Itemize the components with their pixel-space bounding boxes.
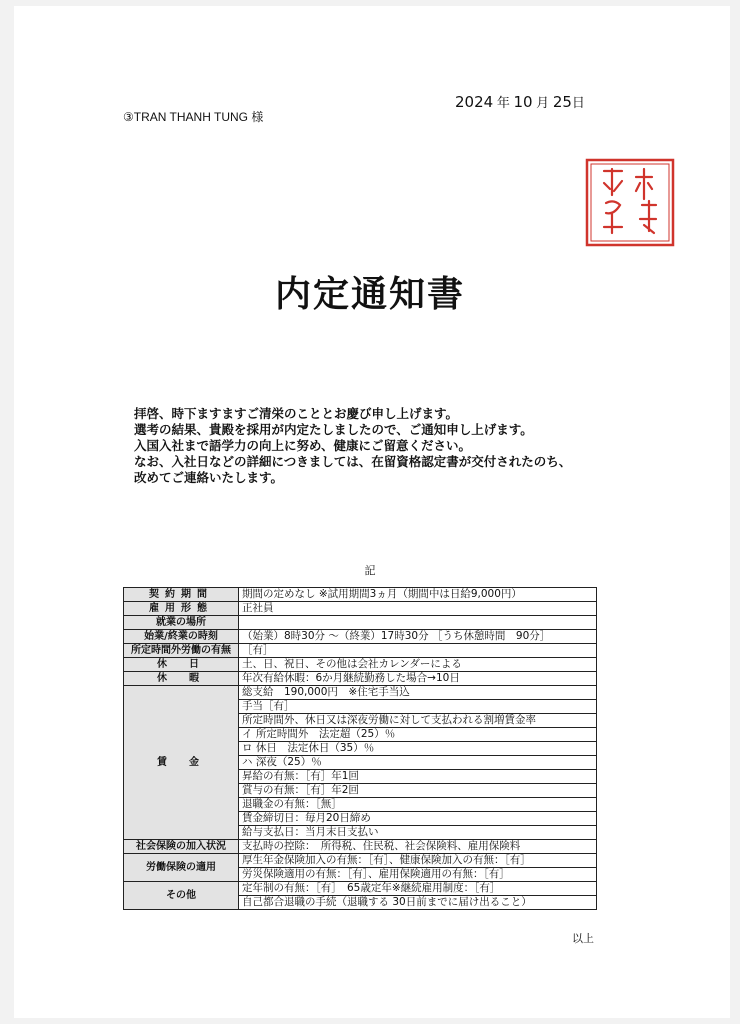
workplace-label: 就業の場所 [124, 616, 239, 630]
greeting-paragraph [134, 406, 571, 486]
labor-insurance-line: 労災保険適用の有無：［有］、雇用保険適用の有無：［有］ [239, 868, 597, 882]
greeting-line: 拝啓、時下ますますご清栄のこととお慶び申し上げます。 [134, 406, 459, 421]
company-seal-stamp [582, 155, 678, 250]
wage-line: 賞与の有無：［有］年2回 [239, 784, 597, 798]
overtime-label: 所定時間外労働の有無 [124, 644, 239, 658]
wages-label: 賃 金 [124, 686, 239, 840]
table-row [124, 840, 597, 854]
table-row [124, 616, 597, 630]
document-title: 内定通知書 [274, 274, 465, 315]
leave-value: 年次有給休暇：6か月継続勤務した場合→10日 [239, 672, 597, 686]
greeting-line: 入国入社まで語学力の向上に努め、健康にご留意ください。 [134, 438, 472, 453]
table-row [124, 854, 597, 868]
wage-line: ハ 深夜（25）％ [239, 756, 597, 770]
social-insurance-value: 支払時の控除： 所得税、住民税、社会保険料、雇用保険料 [239, 840, 597, 854]
addressee: ③TRAN THANH TUNG 様 [123, 110, 264, 124]
date-year-unit: 年 [496, 95, 510, 110]
table-row [124, 686, 597, 700]
table-row [124, 630, 597, 644]
wage-line: 所定時間外、休日又は深夜労働に対して支払われる割増賃金率 [239, 714, 597, 728]
other-label: その他 [124, 882, 239, 910]
ki-marker: 記 [364, 564, 376, 577]
table-row [124, 644, 597, 658]
other-line: 定年制の有無：［有］ 65歳定年※継続雇用制度：［有］ [239, 882, 597, 896]
wage-line: 賃金締切日：毎月20日締め [239, 812, 597, 826]
workplace-value [239, 616, 597, 630]
greeting-line: なお、入社日などの詳細につきましては、在留資格認定書が交付されたのち、 [134, 454, 572, 469]
contract-period-label: 契約期間 [124, 588, 239, 602]
wage-line: 給与支払日：当月末日支払い [239, 826, 597, 840]
date-year: 2024 [455, 93, 494, 111]
wage-line: ロ 休日 法定休日（35）％ [239, 742, 597, 756]
wage-line: 手当［有］ [239, 700, 597, 714]
table-row [124, 882, 597, 896]
social-insurance-label: 社会保険の加入状況 [124, 840, 239, 854]
overtime-value: ［有］ [239, 644, 597, 658]
wage-line: イ 所定時間外 法定超（25）％ [239, 728, 597, 742]
labor-insurance-label: 労働保険の適用 [124, 854, 239, 882]
date-month: 10 [513, 93, 533, 111]
hours-value: （始業）8時30分 ～（終業）17時30分 ［うち休憩時間 90分］ [239, 630, 597, 644]
employment-terms-table [123, 587, 597, 910]
other-line: 自己都合退職の手続（退職する 30日前までに届け出ること） [239, 896, 597, 910]
contract-period-value: 期間の定めなし ※試用期間3ヵ月（期間中は日給9,000円） [239, 588, 597, 602]
wage-line: 退職金の有無：［無］ [239, 798, 597, 812]
table-row [124, 588, 597, 602]
labor-insurance-line: 厚生年金保険加入の有無：［有］、健康保険加入の有無：［有］ [239, 854, 597, 868]
greeting-line: 改めてご連絡いたします。 [134, 470, 284, 485]
issue-date [455, 92, 585, 111]
leave-label: 休 暇 [124, 672, 239, 686]
greeting-line: 選考の結果、貴殿を採用が内定たしましたので、ご通知申し上げます。 [134, 422, 533, 437]
table-row [124, 672, 597, 686]
wage-line: 昇給の有無：［有］年1回 [239, 770, 597, 784]
hours-label: 始業/終業の時刻 [124, 630, 239, 644]
wage-line: 総支給 190,000円 ※住宅手当込 [239, 686, 597, 700]
table-row [124, 658, 597, 672]
closing-mark: 以上 [572, 932, 594, 945]
date-month-unit: 月 [536, 95, 550, 110]
holidays-label: 休 日 [124, 658, 239, 672]
table-row [124, 602, 597, 616]
employment-type-label: 雇用形態 [124, 602, 239, 616]
date-day: 25 [552, 93, 572, 111]
holidays-value: 土、日、祝日、その他は会社カレンダーによる [239, 658, 597, 672]
employment-type-value: 正社員 [239, 602, 597, 616]
date-day-unit: 日 [571, 95, 585, 110]
